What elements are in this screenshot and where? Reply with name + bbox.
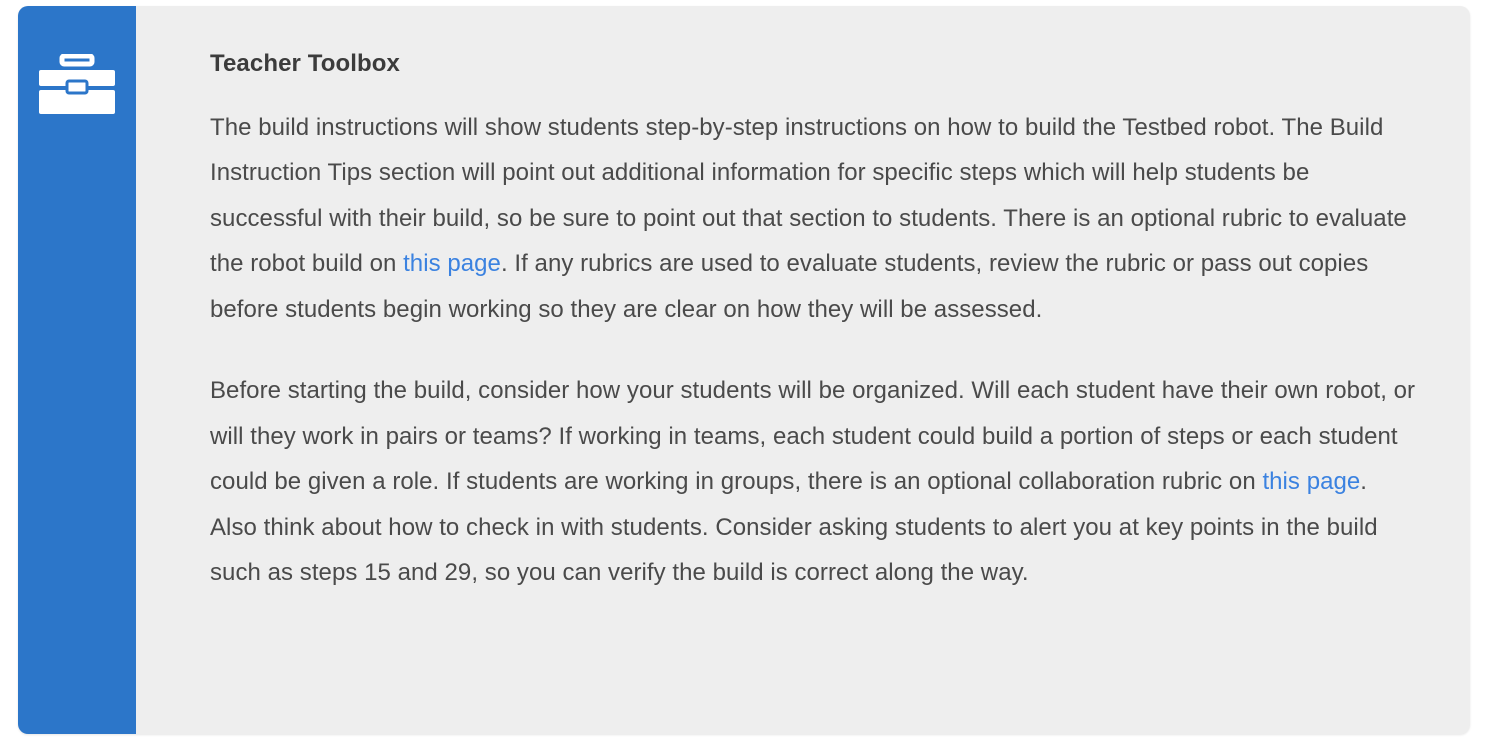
page-title: Teacher Toolbox: [210, 50, 400, 77]
teacher-toolbox-callout: [18, 6, 1470, 734]
this-page-link[interactable]: this page: [1262, 468, 1361, 496]
callout-body: [210, 105, 1416, 596]
paragraph-text: . Also think about how to check in with students. Consider asking students to alert you at key points in the build such as steps 15 and 29, so you can verify the build is correct along the way.: [210, 468, 1378, 587]
callout-icon-rail: [18, 6, 136, 734]
toolbox-icon: [38, 54, 116, 121]
paragraph-text: . If any rubrics are used to evaluate students, review the rubric or pass out copies before students begin working so they are clear on how they will be assessed.: [210, 250, 1369, 323]
callout-paragraph: [210, 105, 1416, 333]
paragraph-text: Before starting the build, consider how your students will be organized. Will each student have their own robot, or will they work in pairs or teams? If working in teams, each student could build a portion of steps or each student could be given a role. If students are working in groups, there is an optional collaboration rubric on: [210, 377, 1416, 496]
paragraph-text: The build instructions will show students step-by-step instructions on how to build the Testbed robot. The Build Instruction Tips section will point out additional information for specific steps which will help students be successful with their build, so be sure to point out that section to students. There is an optional rubric to evaluate the robot build on: [210, 113, 1407, 278]
callout-content: [136, 6, 1470, 734]
callout-paragraph: [210, 368, 1416, 596]
this-page-link[interactable]: this page: [403, 250, 501, 278]
